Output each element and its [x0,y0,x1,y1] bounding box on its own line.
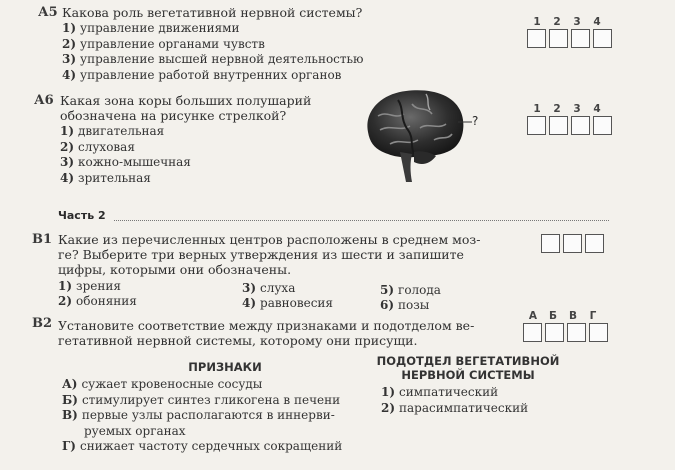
question-text-a5: Какова роль вегетативной нервной системы? [62,5,363,20]
answer-grid-a5 [527,16,615,48]
question-number-b1: В1 [32,232,53,247]
sign-item: В) первые узлы располагаются в иннерви- [62,408,335,422]
options-a6 [60,124,191,186]
arrow-label: ? [472,114,479,128]
option-a6-4[interactable]: 4) зрительная [60,170,151,185]
answer-cell[interactable] [593,29,612,48]
option-a5-4[interactable]: 4) управление работой внутренних органов [62,67,342,82]
sign-item: А) сужает кровеносные сосуды [62,377,263,391]
answer-cell[interactable] [563,234,582,253]
option-a5-1[interactable]: 1) управление движениями [62,21,240,35]
answer-cell[interactable] [549,29,568,48]
answer-cell[interactable] [545,323,564,342]
subdivision-item: 2) парасимпатический [381,400,529,415]
brain-illustration [360,86,480,182]
answer-cell[interactable] [571,116,590,135]
answer-cell[interactable] [527,116,546,135]
answer-grid-header: А Б В Г [528,310,597,322]
question-number-a5: А5 [38,5,58,20]
option-b1-5[interactable]: 5) голода [380,283,441,297]
question-number-a6: А6 [34,93,54,108]
sign-item: Б) стимулирует синтез гликогена в печени [62,392,341,407]
option-b1-4[interactable]: 4) равновесия [242,296,333,310]
question-number-b2: В2 [32,316,53,331]
part-divider [114,220,609,221]
answer-cell[interactable] [527,29,546,48]
option-b1-2[interactable]: 2) обоняния [58,294,137,308]
option-b1-3[interactable]: 3) слуха [242,281,296,295]
option-a6-2[interactable]: 2) слуховая [60,139,135,154]
answer-cell[interactable] [541,234,560,253]
signs-list [62,377,342,455]
subdivision-header: ПОДОТДЕЛ ВЕГЕТАТИВНОЙ НЕРВНОЙ СИСТЕМЫ [376,354,560,382]
answer-cell[interactable] [523,323,542,342]
subdivision-list [381,385,528,416]
signs-header: ПРИЗНАКИ [188,360,262,374]
option-a5-3[interactable]: 3) управление высшей нервной деятельностью [62,52,364,66]
question-text-b1: Какие из перечисленных центров расположены в среднем моз- ге? Выберите три верных утверждения из шести и запишите цифры, которыми они обозначены. [58,232,481,277]
answer-grid-b1 [541,234,607,253]
answer-cell[interactable] [593,116,612,135]
question-text-b2: Установите соответствие между признаками и подотделом ве- гетативной нервной системы, которому они присущи. [58,318,475,348]
subdivision-item: 1) симпатический [381,385,499,399]
option-b1-1[interactable]: 1) зрения [58,279,121,293]
sign-item: Г) снижает частоту сердечных сокращений [62,439,343,453]
option-a6-1[interactable]: 1) двигательная [60,124,165,138]
answer-cell[interactable] [567,323,586,342]
part-title: Часть 2 [58,209,106,222]
option-a6-3[interactable]: 3) кожно-мышечная [60,155,191,169]
answer-grid-header: 1 2 3 4 [533,103,601,115]
sign-item-continuation: руемых органах [84,423,186,438]
question-text-a6: Какая зона коры больших полушарий обозначена на рисунке стрелкой? [60,93,312,123]
answer-grid-a6 [527,103,615,135]
answer-grid-header: 1 2 3 4 [533,16,601,28]
options-a5 [62,21,364,83]
answer-cell[interactable] [589,323,608,342]
option-b1-6[interactable]: 6) позы [380,298,430,312]
answer-cell[interactable] [549,116,568,135]
answer-cell[interactable] [571,29,590,48]
option-a5-2[interactable]: 2) управление органами чувств [62,36,265,51]
answer-grid-b2 [523,310,611,342]
answer-cell[interactable] [585,234,604,253]
